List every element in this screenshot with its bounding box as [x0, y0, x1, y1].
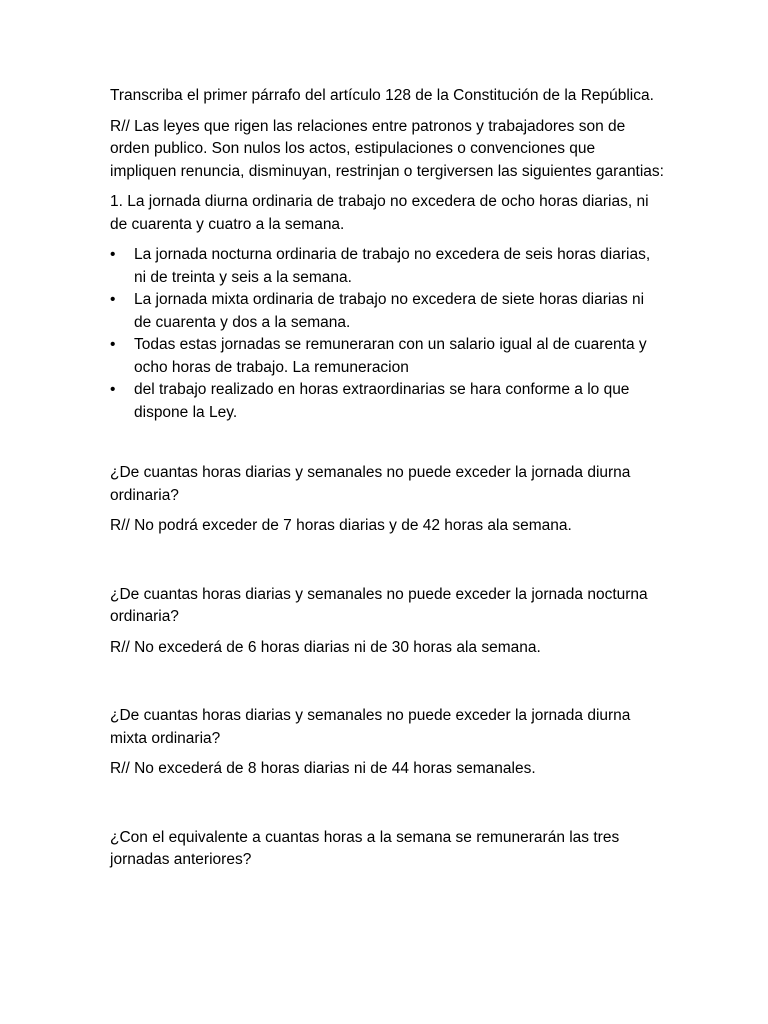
intro-answer: R// Las leyes que rigen las relaciones entre patronos y trabajadores son de orden publico. Son nulos los actos, estipulaciones o convenciones que impliquen renuncia, disminuyan, restrinjan o tergiversen las siguientes garantias: [110, 117, 664, 180]
section-spacer [110, 424, 665, 462]
question-remuneracion: ¿Con el equivalente a cuantas horas a la semana se remunerarán las tres jornadas anteriores? [110, 828, 620, 868]
list-item: • Todas estas jornadas se remuneraran con un salario igual al de cuarenta y ocho horas de trabajo. La remuneracion [110, 334, 665, 379]
question-mixta: ¿De cuantas horas diarias y semanales no puede exceder la jornada diurna mixta ordinaria? [110, 707, 631, 747]
question-nocturna: ¿De cuantas horas diarias y semanales no puede exceder la jornada nocturna ordinaria? [110, 585, 648, 625]
section-spacer [110, 546, 665, 584]
list-item: • La jornada mixta ordinaria de trabajo no excedera de siete horas diarias ni de cuarenta y dos a la semana. [110, 289, 665, 334]
answer-diurna: R// No podrá exceder de 7 horas diarias y de 42 horas ala semana. [110, 517, 572, 534]
list-item: • La jornada nocturna ordinaria de trabajo no excedera de seis horas diarias, ni de treinta y seis a la semana. [110, 244, 665, 289]
intro-item-one: 1. La jornada diurna ordinaria de trabajo no excedera de ocho horas diarias, ni de cuarenta y cuatro a la semana. [110, 193, 649, 233]
section-spacer [110, 789, 665, 827]
list-item: • del trabajo realizado en horas extraordinarias se hara conforme a lo que dispone la Ley. [110, 379, 665, 424]
answer-nocturna: R// No excederá de 6 horas diarias ni de 30 horas ala semana. [110, 638, 541, 656]
intro-question: Transcriba el primer párrafo del artículo 128 de la Constitución de la República. [110, 87, 654, 104]
document-body [110, 85, 665, 880]
guarantees-list [110, 244, 665, 424]
answer-mixta: R// No excederá de 8 horas diarias ni de 44 horas semanales. [110, 760, 536, 777]
section-spacer [110, 667, 665, 705]
question-diurna: ¿De cuantas horas diarias y semanales no puede exceder la jornada diurna ordinaria? [110, 464, 631, 504]
